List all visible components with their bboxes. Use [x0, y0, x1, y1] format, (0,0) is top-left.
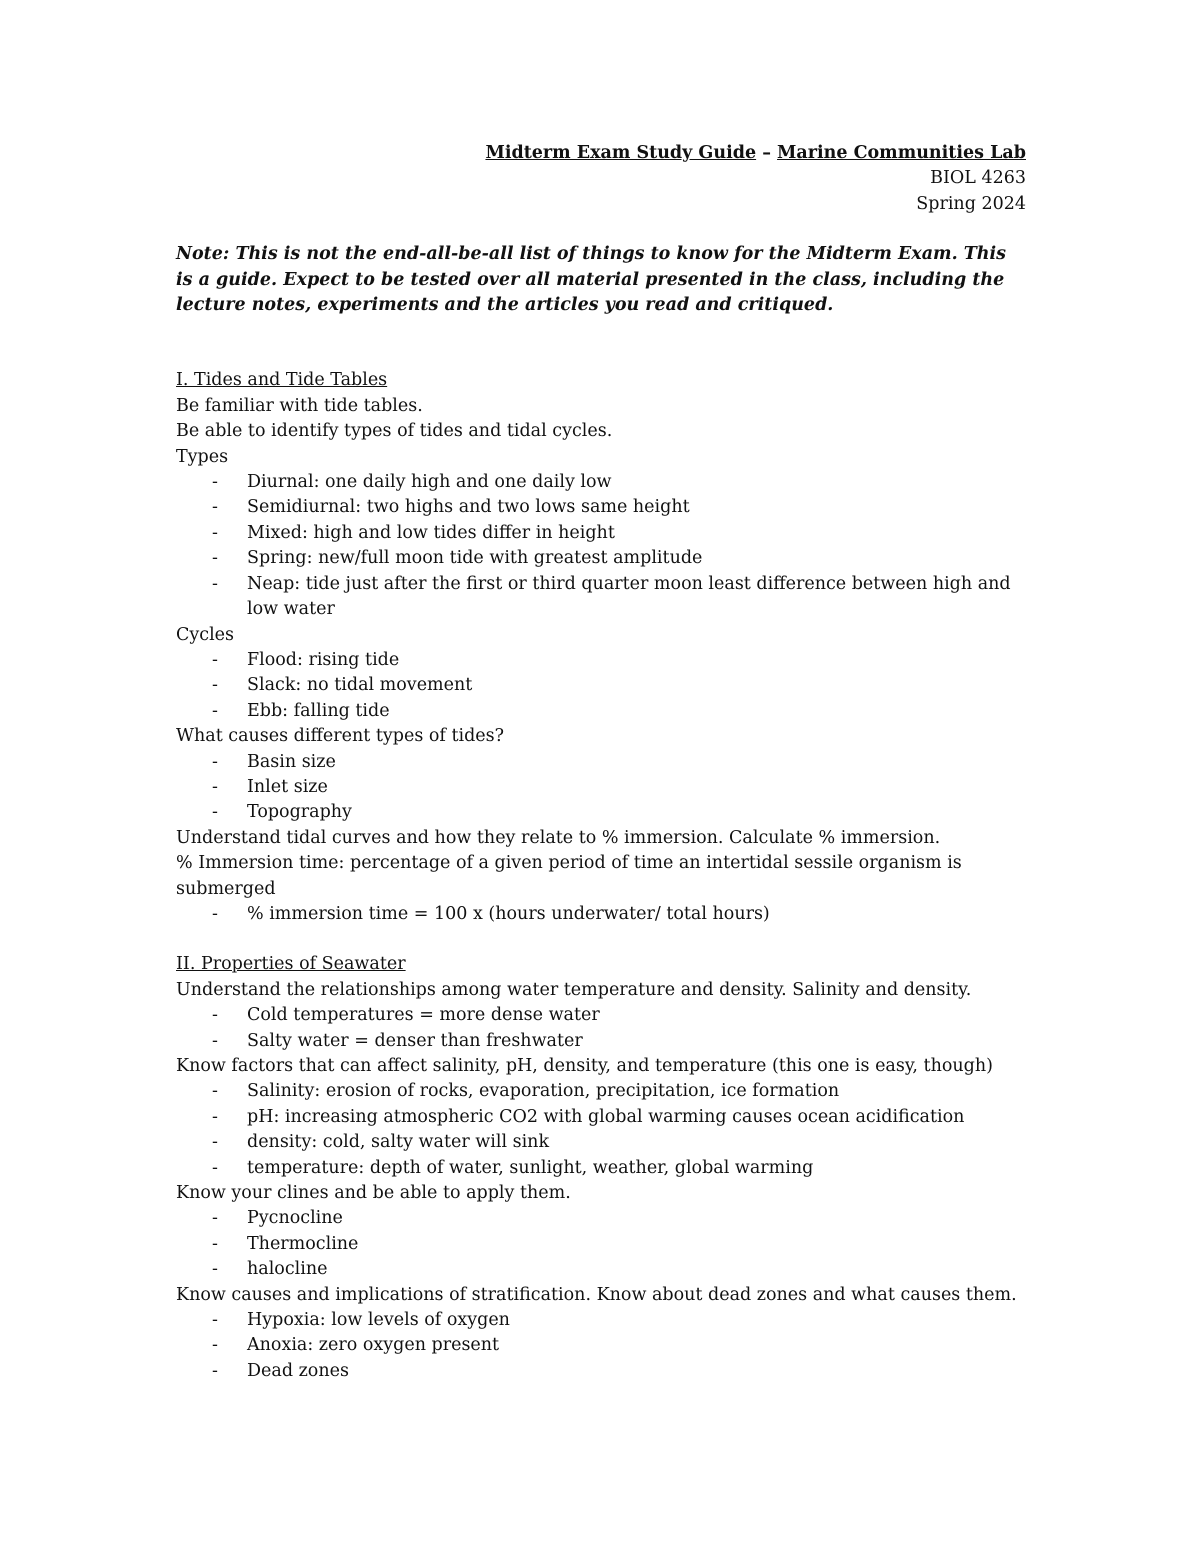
- list-item: - Semidiurnal: two highs and two lows same height: [212, 497, 690, 518]
- list-item: - Thermocline: [212, 1233, 359, 1254]
- course-code: BIOL 4263: [930, 168, 1026, 189]
- list-item: - % immersion time = 100 x (hours underwater/ total hours): [212, 903, 770, 924]
- list-item: - Salty water = denser than freshwater: [212, 1030, 583, 1051]
- list-item: - Cold temperatures = more dense water: [212, 1005, 600, 1026]
- document-header: [176, 141, 1026, 217]
- list-item: - Inlet size: [212, 776, 328, 797]
- list-item: - Basin size: [212, 751, 336, 772]
- note-paragraph: Note: This is not the end-all-be-all list of things to know for the Midterm Exam. This is a guide. Expect to be tested over all material presented in the class, including the lecture notes, experiments and the articles you read and critiqued.: [176, 244, 1007, 316]
- list-item: - Topography: [212, 802, 352, 823]
- text-line: Understand tidal curves and how they relate to % immersion. Calculate % immersion.: [176, 827, 941, 848]
- text-line: Understand the relationships among water temperature and density. Salinity and density.: [176, 979, 972, 1000]
- list-item: - Pycnocline: [212, 1208, 343, 1229]
- list-item: - temperature: depth of water, sunlight, weather, global warming: [212, 1157, 814, 1178]
- list-item: - Neap: tide just after the first or third quarter moon least difference between high and low water: [212, 573, 1011, 620]
- term: Spring 2024: [916, 193, 1026, 214]
- cycles-label: Cycles: [176, 624, 235, 645]
- text-line: % Immersion time: percentage of a given period of time an intertidal sessile organism is submerged: [176, 853, 962, 899]
- list-item: - Dead zones: [212, 1360, 349, 1381]
- text-line: Know factors that can affect salinity, pH, density, and temperature (this one is easy, though): [176, 1056, 993, 1076]
- text-line: Be able to identify types of tides and tidal cycles.: [176, 421, 613, 442]
- title-part-1: Midterm Exam Study Guide: [485, 143, 757, 163]
- list-item: - pH: increasing atmospheric CO2 with global warming causes ocean acidification: [212, 1106, 965, 1127]
- list-item: - Hypoxia: low levels of oxygen: [212, 1310, 510, 1331]
- list-item: - Mixed: high and low tides differ in height: [212, 522, 615, 543]
- section-heading-tides: I. Tides and Tide Tables: [176, 370, 388, 391]
- causes-label: What causes different types of tides?: [176, 726, 504, 747]
- text-line: Be familiar with tide tables.: [176, 395, 423, 416]
- list-item: - Spring: new/full moon tide with greatest amplitude: [212, 548, 703, 569]
- document-page: [176, 141, 1026, 1384]
- types-label: Types: [176, 446, 229, 467]
- section-heading-seawater: II. Properties of Seawater: [176, 954, 406, 975]
- title-part-2: Marine Communities Lab: [777, 143, 1026, 163]
- list-item: - Slack: no tidal movement: [212, 675, 473, 696]
- text-line: Know your clines and be able to apply them.: [176, 1183, 571, 1204]
- list-item: - Ebb: falling tide: [212, 700, 390, 721]
- list-item: - halocline: [212, 1259, 328, 1280]
- title-separator: –: [756, 143, 778, 163]
- list-item: - Diurnal: one daily high and one daily low: [212, 472, 612, 493]
- list-item: - Flood: rising tide: [212, 649, 400, 670]
- list-item: - Salinity: erosion of rocks, evaporation, precipitation, ice formation: [212, 1081, 840, 1102]
- text-line: Know causes and implications of stratification. Know about dead zones and what causes them.: [176, 1284, 1017, 1305]
- list-item: - Anoxia: zero oxygen present: [212, 1335, 500, 1356]
- document-title: [176, 141, 1026, 166]
- list-item: - density: cold, salty water will sink: [212, 1132, 550, 1153]
